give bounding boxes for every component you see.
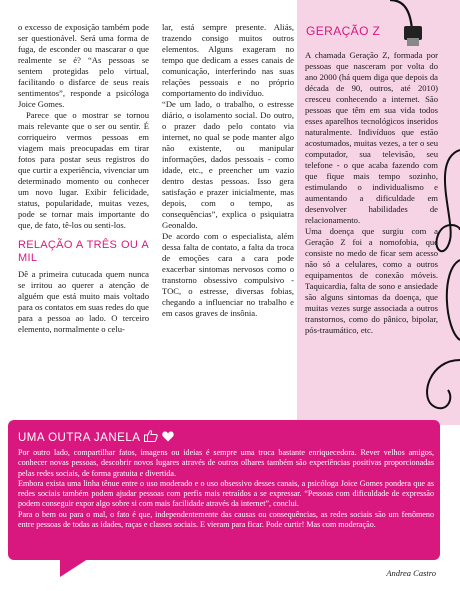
paragraph: Uma doença que surgiu com a Geração Z foi a nomofobia, que consiste no medo de ficar sem acesso não só a celulares, como a outros equipamentos de conexão móveis. Taquicardia, falta de sono e ansiedade são alguns sintomas da doença, que muitas vezes surge associada a outros transtornos, como do pânico, bipolar, pós-traumático, etc. [305, 226, 438, 335]
thumbs-up-icon [144, 430, 158, 445]
sidebar-column [305, 50, 438, 336]
text-column-1 [18, 22, 149, 335]
callout-tail [60, 555, 94, 577]
section-heading: RELAÇÃO A TRÊS OU A MIL [18, 239, 149, 264]
author-signature: Andrea Castro [386, 568, 436, 578]
paragraph: Por outro lado, compartilhar fatos, imagens ou ideias é sempre uma troca bastante enriquecedora. Rever velhos amigos, conhecer novas pessoas, descobrir novos lugares através de outros olhares também são experiências positivas proporcionadas pelas redes sociais, de forma gratuita e divertida. [18, 448, 434, 478]
paragraph: Parece que o mostrar se tornou mais relevante que o ser ou sentir. É corriqueiro vermos pessoas em viagem mais preocupadas em tirar fotos para postar seus registros do que curtir a experiência, vivenciar um determinado momento ou conhecer um novo lugar. Exibir felicidade, status, popularidade, muitas vezes, pode se tornar mais importante do que, de fato, tê-los ou senti-los. [18, 110, 149, 230]
paragraph: De acordo com o especialista, além dessa falta de contato, a falta da troca de emoções cara a cara pode exacerbar sintomas nervosos como o transtorno obsessivo compulsivo - TOC, o estresse, diversas fobias, chegando a influenciar no trabalho e em casos graves de insônia. [162, 231, 294, 318]
heart-icon [162, 431, 174, 445]
text-column-2 [162, 22, 294, 319]
paragraph: Para o bem ou para o mal, o fato é que, independentemente das causas ou consequências, as redes sociais são um fenômeno entre pessoas de todas as idades, raças e classes sociais. E vieram para ficar. Pode curtir! Mas com moderação. [18, 509, 434, 529]
callout-title [18, 430, 174, 445]
paragraph: o excesso de exposição também pode ser questionável. Será uma forma de fuga, de esconder ou mascarar o que realmente se é? “As pessoas se sentem protegidas pelo virtual, facilitando o disfarce de seus reais sentimentos”, responde a psicóloga Joice Gomes. [18, 22, 149, 109]
callout-title-text: UMA OUTRA JANELA [18, 431, 141, 444]
paragraph: A chamada Geração Z, formada por pessoas que nasceram por volta do ano 2000 (há quem diga que depois da década de 90, outros, até 2010) cresceu conhecendo a internet. São pessoas que têm em sua vida todos esses aparelhos tecnológicos inseridos naturalmente. Indivíduos que estão acostumados, muitas vezes, a ter o seu computador, sua televisão, seu telefone - o que acaba fazendo com que fique mais tempo sozinho, estimulando o individualismo e aumentando a dificuldade em desenvolver habilidades de relacionamento. [305, 50, 438, 225]
callout-text [18, 448, 434, 530]
paragraph: lar, está sempre presente. Aliás, trazendo consigo muitos outros elementos. Alguns exageram no tempo que dedicam a esses canais de comunicação, interferindo nas suas relações pessoais e no próprio comportamento do indivíduo. [162, 22, 294, 98]
sidebar-heading: GERAÇÃO Z [306, 24, 381, 38]
paragraph: Embora exista uma linha tênue entre o uso moderado e o uso obsessivo desses canais, a psicóloga Joice Gomes pondera que as redes sociais também podem ajudar pessoas com perfis mais retraídos a se expressar. “Pessoas com dificuldade de expressão podem conseguir expor algo sobre si com mais facilidade através da internet”, conclui. [18, 478, 434, 509]
paragraph: “De um lado, o trabalho, o estresse diário, o isolamento social. Do outro, o prazer dado pelo contato via internet, no qual se pode manter algo não existente, ou manipular informações, dados pessoais - como idade, etc., e preencher um vazio dentro destas pessoas. Isso gera satisfação e prazer inicialmente, mas depois, com o tempo, as consequências”, explica o psiquiatra Geonaldo. [162, 99, 294, 230]
paragraph: Dê a primeira cutucada quem nunca se irritou ao querer a atenção de alguém que está muito mais voltado para os contatos em suas redes do que para a pessoa ao lado. O terceiro elemento, normalmente o celu- [18, 269, 149, 335]
